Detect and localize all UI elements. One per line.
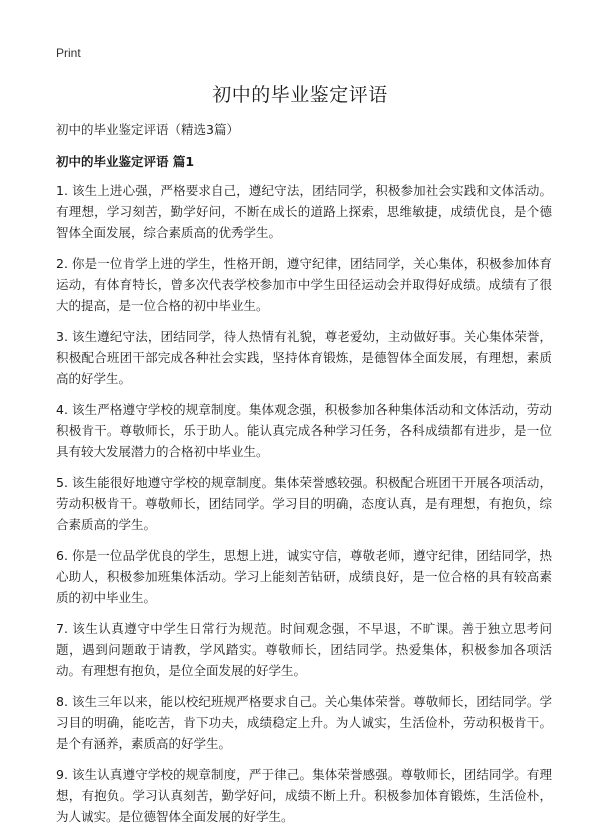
evaluation-item-5: 5. 该生能很好地遵守学校的规章制度。集体荣誉感较强。积极配合班团干开展各项活动，劳动积极肯干。尊敬师长，团结同学。学习目的明确，态度认真，是有理想，有抱负，综合素质高的学生。 bbox=[56, 475, 552, 532]
evaluation-item-3: 3. 该生遵纪守法，团结同学，待人热情有礼貌，尊老爱幼，主动做好事。关心集体荣誉，积极配合班团干部完成各种社会实践，坚持体育锻炼，是德智体全面发展，有理想，素质高的好学生。 bbox=[56, 329, 552, 386]
evaluation-item-7: 7. 该生认真遵守中学生日常行为规范。时间观念强，不早退，不旷课。善于独立思考问题，遇到问题敢于请教，学风踏实。尊敬师长，团结同学。热爱集体，积极参加各项活动。有理想有抱负，是位全面发展的好学生。 bbox=[56, 621, 552, 678]
evaluation-item-8: 8. 该生三年以来，能以校纪班规严格要求自己。关心集体荣誉。尊敬师长，团结同学。学习目的明确，能吃苦，肯下功夫，成绩稳定上升。为人诚实，生活俭朴，劳动积极肯干。是个有涵养，素质高的好学生。 bbox=[56, 694, 552, 751]
evaluation-item-2: 2. 你是一位肯学上进的学生，性格开朗，遵守纪律，团结同学，关心集体，积极参加体育运动，有体育特长，曾多次代表学校参加市中学生田径运动会并取得好成绩。成绩有了很大的提高，是一位合格的初中毕业生。 bbox=[56, 256, 552, 313]
print-link[interactable]: Print bbox=[56, 46, 81, 60]
evaluation-item-4: 4. 该生严格遵守学校的规章制度。集体观念强，积极参加各种集体活动和文体活动，劳动积极肯干。尊敬师长，乐于助人。能认真完成各种学习任务，各科成绩都有进步，是一位具有较大发展潜力的合格初中毕业生。 bbox=[56, 402, 552, 459]
page-title: 初中的毕业鉴定评语 bbox=[212, 84, 388, 106]
document-subtitle: 初中的毕业鉴定评语（精选3篇） bbox=[56, 122, 239, 137]
evaluation-item-1: 1. 该生上进心强，严格要求自己，遵纪守法，团结同学，积极参加社会实践和文体活动。有理想，学习刻苦，勤学好问，不断在成长的道路上探索，思维敏捷，成绩优良，是个德智体全面发展，综合素质高的优秀学生。 bbox=[56, 183, 552, 240]
evaluation-list bbox=[56, 180, 552, 837]
evaluation-item-6: 6. 你是一位品学优良的学生，思想上进，诚实守信，尊敬老师，遵守纪律，团结同学，热心助人，积极参加班集体活动。学习上能刻苦钻研，成绩良好，是一位合格的具有较高素质的初中毕业生。 bbox=[56, 548, 552, 605]
section-heading: 初中的毕业鉴定评语 篇1 bbox=[56, 154, 195, 169]
evaluation-item-9: 9. 该生认真遵守学校的规章制度，严于律己。集体荣誉感强。尊敬师长，团结同学。有理想，有抱负。学习认真刻苦，勤学好问，成绩不断上升。积极参加体育锻炼，生活俭朴，为人诚实。是位德智体全面发展的好学生。 bbox=[56, 767, 552, 824]
